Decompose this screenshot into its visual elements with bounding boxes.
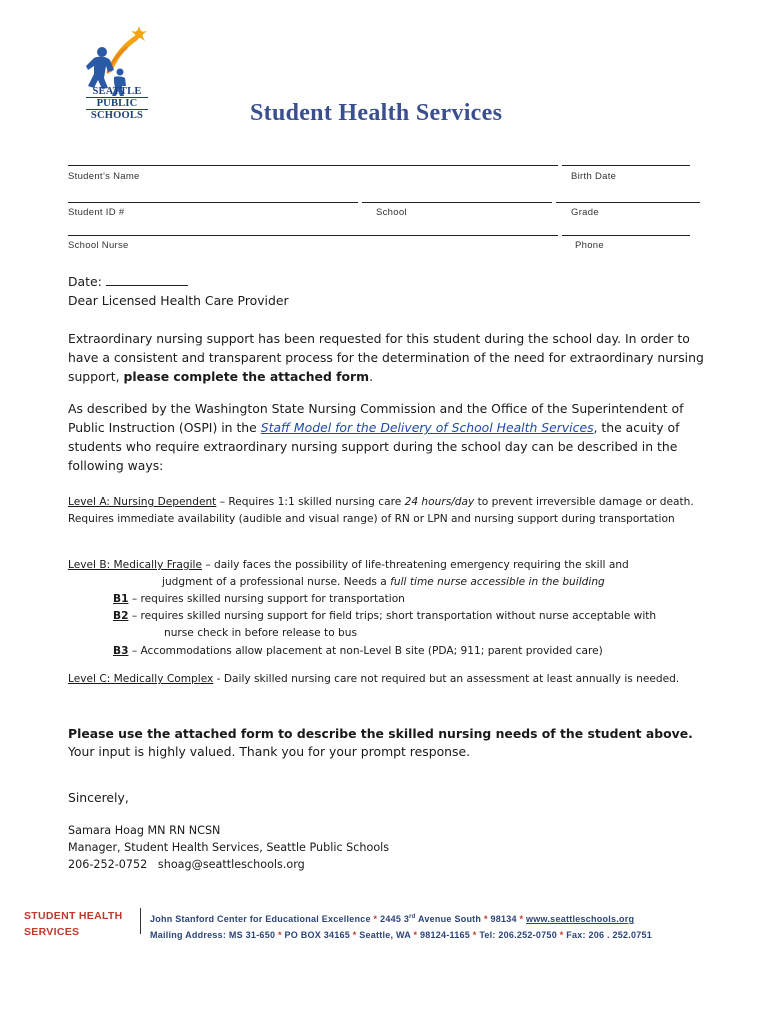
footer-address xyxy=(150,909,652,943)
b1-item xyxy=(113,591,405,608)
b3-label: B3 xyxy=(113,645,129,657)
footer-fax: Fax: 206 . 252.0751 xyxy=(563,930,653,940)
level-a xyxy=(68,494,708,528)
school-line[interactable] xyxy=(362,202,552,203)
footer-tel: Tel: 206.252-0750 xyxy=(476,930,560,940)
level-b-text-1: – daily faces the possibility of life-threatening emergency requiring the skill and xyxy=(202,559,629,571)
paragraph-1-end: . xyxy=(369,369,374,384)
phone-line[interactable] xyxy=(562,235,690,236)
footer-star: * xyxy=(373,914,378,924)
level-b xyxy=(68,557,718,574)
closing-bold: Please use the attached form to describe the skilled nursing needs of the student above. xyxy=(68,726,693,741)
level-a-italic: 24 hours/day xyxy=(404,496,475,508)
footer-center-name: John Stanford Center for Educational Excellence xyxy=(150,914,374,924)
logo-line-3: SCHOOLS xyxy=(90,110,144,121)
paragraph-1 xyxy=(68,329,708,386)
signature-contact: 206-252-0752 shoag@seattleschools.org xyxy=(68,858,305,871)
level-c-text: - Daily skilled nursing care not required but an assessment at least annually is needed. xyxy=(213,673,680,685)
student-id-label: Student ID # xyxy=(68,207,125,218)
footer-department xyxy=(24,908,123,940)
footer-star: * xyxy=(472,930,477,940)
b1-label: B1 xyxy=(113,593,129,605)
date-label: Date: xyxy=(68,274,102,289)
school-label: School xyxy=(376,207,407,218)
b2-label: B2 xyxy=(113,610,129,622)
school-nurse-label: School Nurse xyxy=(68,240,129,251)
student-name-line[interactable] xyxy=(68,165,558,166)
footer-mail-zip: 98124-1165 xyxy=(417,930,473,940)
salutation: Dear Licensed Health Care Provider xyxy=(68,293,289,308)
birth-date-line[interactable] xyxy=(562,165,690,166)
level-b-text-2: judgment of a professional nurse. Needs a xyxy=(162,576,391,588)
footer-address-line-1 xyxy=(150,909,652,927)
school-nurse-line[interactable] xyxy=(68,235,558,236)
footer-website-link[interactable]: www.seattleschools.org xyxy=(526,914,635,924)
footer-street-number: 2445 3 xyxy=(377,914,410,924)
sincerely: Sincerely, xyxy=(68,790,129,805)
level-a-title: Level A: Nursing Dependent xyxy=(68,496,217,508)
paragraph-2 xyxy=(68,399,708,475)
logo-line-2: PUBLIC xyxy=(86,98,148,110)
footer-star: * xyxy=(413,930,418,940)
footer-star: * xyxy=(519,914,524,924)
paragraph-2-text: As described by the Washington State Nursing Commission and the Office of the Superintendent of Public Instruction (OSPI) in the xyxy=(68,401,684,435)
staff-model-link[interactable]: Staff Model for the Delivery of School Health Services xyxy=(260,420,594,435)
footer-zip: 98134 xyxy=(487,914,520,924)
b2-item xyxy=(113,608,656,625)
grade-label: Grade xyxy=(571,207,599,218)
date-line xyxy=(68,272,188,291)
level-c-title: Level C: Medically Complex xyxy=(68,673,214,685)
birth-date-label: Birth Date xyxy=(571,171,617,182)
student-id-line[interactable] xyxy=(68,202,358,203)
footer-street-name: Avenue South xyxy=(415,914,484,924)
paragraph-2-end: , the acuity of students who require extraordinary nursing support during the school day can be described in the following ways: xyxy=(68,420,680,473)
level-a-text-1: – Requires 1:1 skilled nursing care xyxy=(216,496,405,508)
student-name-label: Student’s Name xyxy=(68,171,140,182)
footer-mailing: Mailing Address: MS 31-650 xyxy=(150,930,278,940)
logo-line-1: SEATTLE xyxy=(86,86,148,98)
b3-text: – Accommodations allow placement at non-Level B site (PDA; 911; parent provided care) xyxy=(128,645,603,657)
footer-divider xyxy=(140,908,141,934)
footer-po-box: PO BOX 34165 xyxy=(281,930,353,940)
page-title: Student Health Services xyxy=(250,100,503,126)
paragraph-1-text: Extraordinary nursing support has been requested for this student during the school day. In order to have a consistent and transparent process for the determination of the need for extraordinary nursing support, xyxy=(68,331,704,384)
b2-text: – requires skilled nursing support for field trips; short transportation without nurse acceptable with xyxy=(128,610,657,622)
level-b-cont xyxy=(162,574,605,591)
footer-star: * xyxy=(483,914,488,924)
b3-item xyxy=(113,643,603,660)
footer-star: * xyxy=(559,930,564,940)
footer-dept-line-1: STUDENT HEALTH xyxy=(24,910,123,922)
date-field[interactable] xyxy=(106,274,188,286)
footer-dept-line-2: SERVICES xyxy=(24,926,80,938)
footer-street-sup: rd xyxy=(409,914,416,920)
signature-name: Samara Hoag MN RN NCSN xyxy=(68,824,221,837)
signature-title: Manager, Student Health Services, Seattle Public Schools xyxy=(68,841,390,854)
closing-text: Your input is highly valued. Thank you for your prompt response. xyxy=(68,744,471,759)
level-c xyxy=(68,671,698,688)
b1-text: – requires skilled nursing support for transportation xyxy=(128,593,405,605)
logo-wordmark xyxy=(86,86,148,121)
paragraph-1-bold: please complete the attached form xyxy=(123,369,370,384)
footer-star: * xyxy=(352,930,357,940)
b2-cont: nurse check in before release to bus xyxy=(164,627,358,639)
footer-star: * xyxy=(277,930,282,940)
grade-line[interactable] xyxy=(556,202,700,203)
footer-address-line-2 xyxy=(150,927,652,943)
level-b-title: Level B: Medically Fragile xyxy=(68,559,202,571)
phone-label: Phone xyxy=(575,240,604,251)
level-b-italic: full time nurse accessible in the building xyxy=(390,576,605,588)
footer-city: Seattle, WA xyxy=(356,930,414,940)
level-a-text-2: to prevent irreversible damage or death. Requires immediate availability (audible and visual range) of RN or LPN and nursing support during transportation xyxy=(68,496,694,525)
